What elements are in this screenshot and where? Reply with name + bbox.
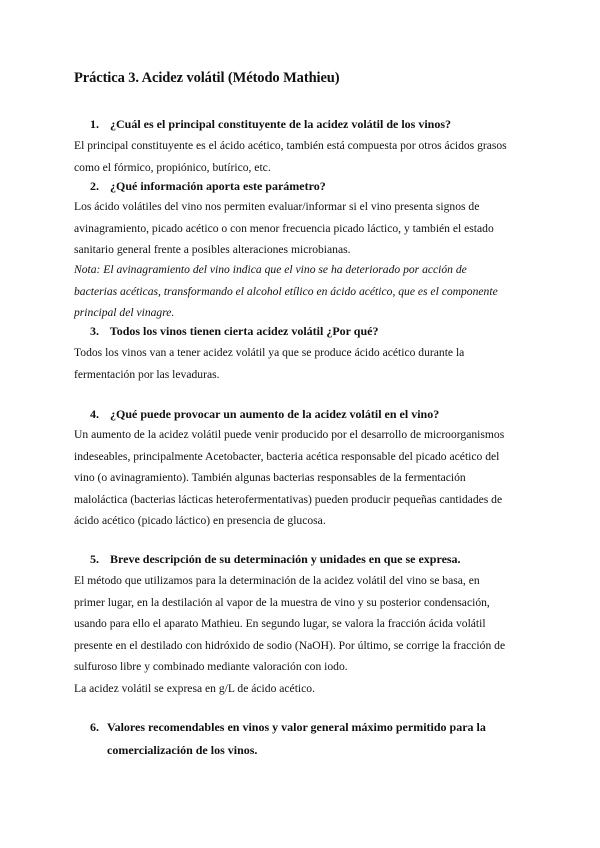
question-4 — [90, 406, 439, 423]
question-number: 3. — [90, 324, 99, 338]
question-3 — [90, 323, 378, 340]
question-2 — [90, 178, 326, 195]
answer-4: Un aumento de la acidez volátil puede venir producido por el desarrollo de microorganismos indeseables, principalmente Acetobacter, bacteria acética responsable del picado acético del vino (o avinagramiento). También algunas bacterias responsables de la fermentación maloláctica (bacterias lácticas heterofermentativas) pueden producir pequeñas cantidades de ácido acético (picado láctico) en presencia de glucosa. — [74, 428, 505, 527]
question-1 — [90, 116, 451, 133]
answer-3: Todos los vinos van a tener acidez volátil ya que se produce ácido acético durante la fermentación por las levaduras. — [74, 346, 465, 381]
answer-2: Los ácido volátiles del vino nos permiten evaluar/informar si el vino presenta signos de avinagramiento, picado acético o con menor frecuencia picado láctico, y también el estado sanitario general frente a posibles alteraciones microbianas. — [74, 200, 494, 256]
question-text: ¿Qué puede provocar un aumento de la acidez volátil en el vino? — [110, 407, 440, 421]
question-text: Todos los vinos tienen cierta acidez volátil ¿Por qué? — [109, 324, 379, 338]
question-text: ¿Cuál es el principal constituyente de la acidez volátil de los vinos? — [110, 117, 451, 131]
note-2: Nota: El avinagramiento del vino indica que el vino se ha deteriorado por acción de bacterias acéticas, transformando el alcohol etílico en ácido acético, que es el componente principal del vinagre. — [74, 263, 498, 319]
question-text: ¿Qué información aporta este parámetro? — [110, 179, 326, 193]
question-number: 2. — [90, 179, 99, 193]
question-text: Breve descripción de su determinación y unidades en que se expresa. — [110, 552, 461, 566]
question-6 — [90, 716, 530, 762]
answer-1: El principal constituyente es el ácido acético, también está compuesta por otros ácidos grasos como el fórmico, propiónico, butírico, etc. — [74, 139, 507, 174]
question-number: 5. — [90, 552, 99, 566]
page-title: Práctica 3. Acidez volátil (Método Mathieu) — [74, 70, 340, 86]
question-text: Valores recomendables en vinos y valor general máximo permitido para la comercialización de los vinos. — [107, 720, 486, 757]
question-number: 1. — [90, 117, 99, 131]
answer-5: El método que utilizamos para la determinación de la acidez volátil del vino se basa, en primer lugar, en la destilación al vapor de la muestra de vino y su posterior condensación, usando para ello el aparato Mathieu. En segundo lugar, se valora la fracción ácida volátil presente en el destilado con hidróxido de sodio (NaOH). Por último, se corrige la fracción de sulfuroso libre y combinado mediante valoración con iodo. La acidez volátil se expresa en g/L de ácido acético. — [74, 574, 506, 695]
question-number: 6. — [90, 720, 99, 734]
question-5 — [90, 551, 461, 568]
question-number: 4. — [90, 407, 99, 421]
